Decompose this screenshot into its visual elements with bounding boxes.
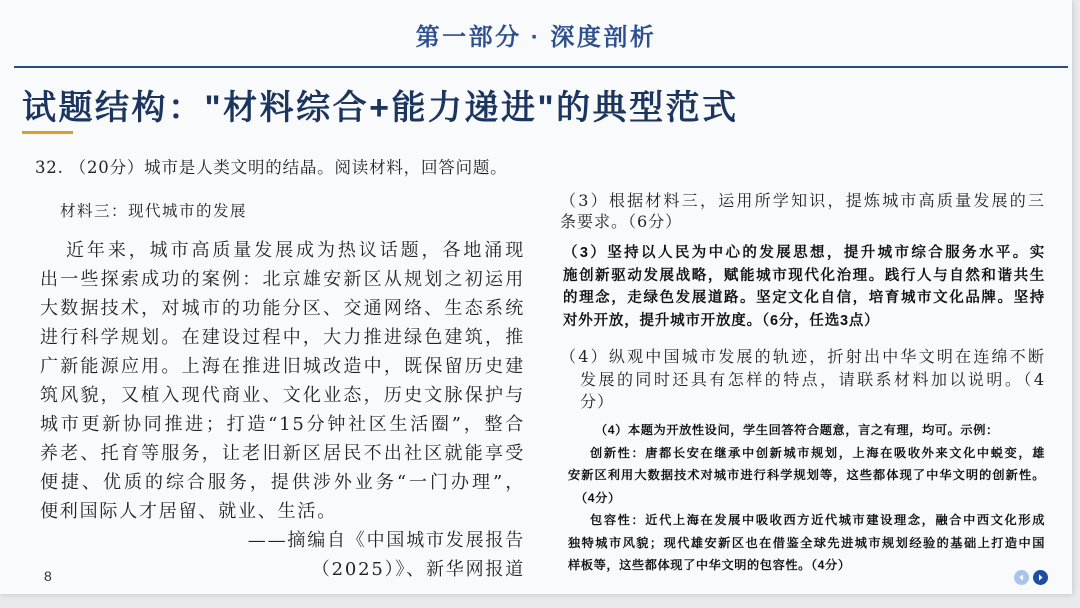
answer-line: （4）本题为开放性设问，学生回答符合题意，言之有理，均可。示例： (595, 423, 999, 437)
material-line: 近年来，城市高质量发展成为热议话题，各地涌现 (66, 240, 525, 261)
answer-line: 对外开放，提升城市开放度。（6分，任选3点） (563, 313, 880, 330)
material-line: 养老、托育等服务，让老旧新区居民不出社区就能享受 (40, 443, 525, 464)
sub-question-3-prompt (560, 190, 1045, 232)
slide-title: 试题结构："材料综合+能力递进"的典型范式 (22, 89, 739, 127)
sub-question-4-answer (568, 419, 1045, 577)
material-title: 材料三：现代城市的发展 (60, 203, 248, 220)
material-line: 大数据技术，对城市的功能分区、交通网络、生态系统 (40, 298, 525, 319)
answer-line: 创新性：唐都长安在继承中创新城市规划，上海在吸收外来文化中蜕变，雄 (590, 445, 1045, 460)
sub-question-3-answer (563, 242, 1045, 333)
answer-line: 独特城市风貌；现代雄安新区也在借鉴全球先进城市规划经验的基础上打造中国 (568, 535, 1045, 550)
page-number: 8 (44, 568, 52, 584)
answer-line: 的理念，走绿色发展道路。坚定文化自信，培育城市文化品牌。坚持 (563, 290, 1045, 307)
material-source: （2025）》、新华网报道 (311, 559, 525, 580)
title-underline (22, 131, 73, 134)
material-line: 便捷、优质的综合服务，提供涉外业务“一门办理”， (40, 472, 525, 493)
answer-line: 包容性：近代上海在发展中吸收西方近代城市建设理念，融合中西文化形成 (590, 513, 1045, 527)
next-slide-button[interactable] (1033, 570, 1048, 585)
answer-line: 安新区利用大数据技术对城市进行科学规划等，这些都体现了中华文明的创新性。 (568, 468, 1045, 482)
prompt-line: （4）纵观中国城市发展的轨迹，折射出中华文明在连绵不断 (560, 347, 1045, 366)
prompt-line: （3）根据材料三，运用所学知识，提炼城市高质量发展的三 (560, 191, 1045, 210)
question-stem: 32. （20分）城市是人类文明的结晶。阅读材料，回答问题。 (35, 158, 508, 177)
material-text (40, 236, 525, 584)
sub-question-4-prompt (560, 346, 1045, 414)
section-title: 第一部分 · 深度剖析 (415, 24, 657, 51)
answer-line: 施创新驱动发展战略，赋能城市现代化治理。践行人与自然和谐共生 (563, 267, 1045, 284)
material-line: 便利国际人才居留、就业、生活。 (40, 501, 337, 522)
material-line: 进行科学规划。在建设过程中，大力推进绿色建筑，推 (40, 327, 525, 348)
material-line: 城市更新协同推进；打造“15分钟社区生活圈”，整合 (40, 414, 525, 435)
material-line: 出一些探索成功的案例：北京雄安新区从规划之初运用 (40, 269, 525, 290)
prev-slide-button[interactable] (1014, 570, 1029, 585)
answer-line: （3）坚持以人民为中心的发展思想，提升城市综合服务水平。实 (563, 245, 1045, 261)
answer-line: 样板等，这些都体现了中华文明的包容性。（4分） (568, 558, 851, 572)
next-arrow-icon (1033, 570, 1048, 585)
header-divider (14, 66, 1068, 68)
prev-arrow-icon (1014, 570, 1029, 585)
material-line: 广新能源应用。上海在推进旧城改造中，既保留历史建 (40, 356, 525, 377)
answer-line: （4分） (575, 490, 621, 505)
prompt-line: 条要求。（6分） (560, 212, 683, 231)
prompt-line: 发展的同时还具有怎样的特点，请联系材料加以说明。（4 (580, 369, 1045, 389)
material-line: 筑风貌，又植入现代商业、文化业态，历史文脉保护与 (40, 385, 525, 406)
material-source: ——摘编自《中国城市发展报告 (247, 530, 525, 551)
prompt-line: 分） (580, 392, 615, 411)
